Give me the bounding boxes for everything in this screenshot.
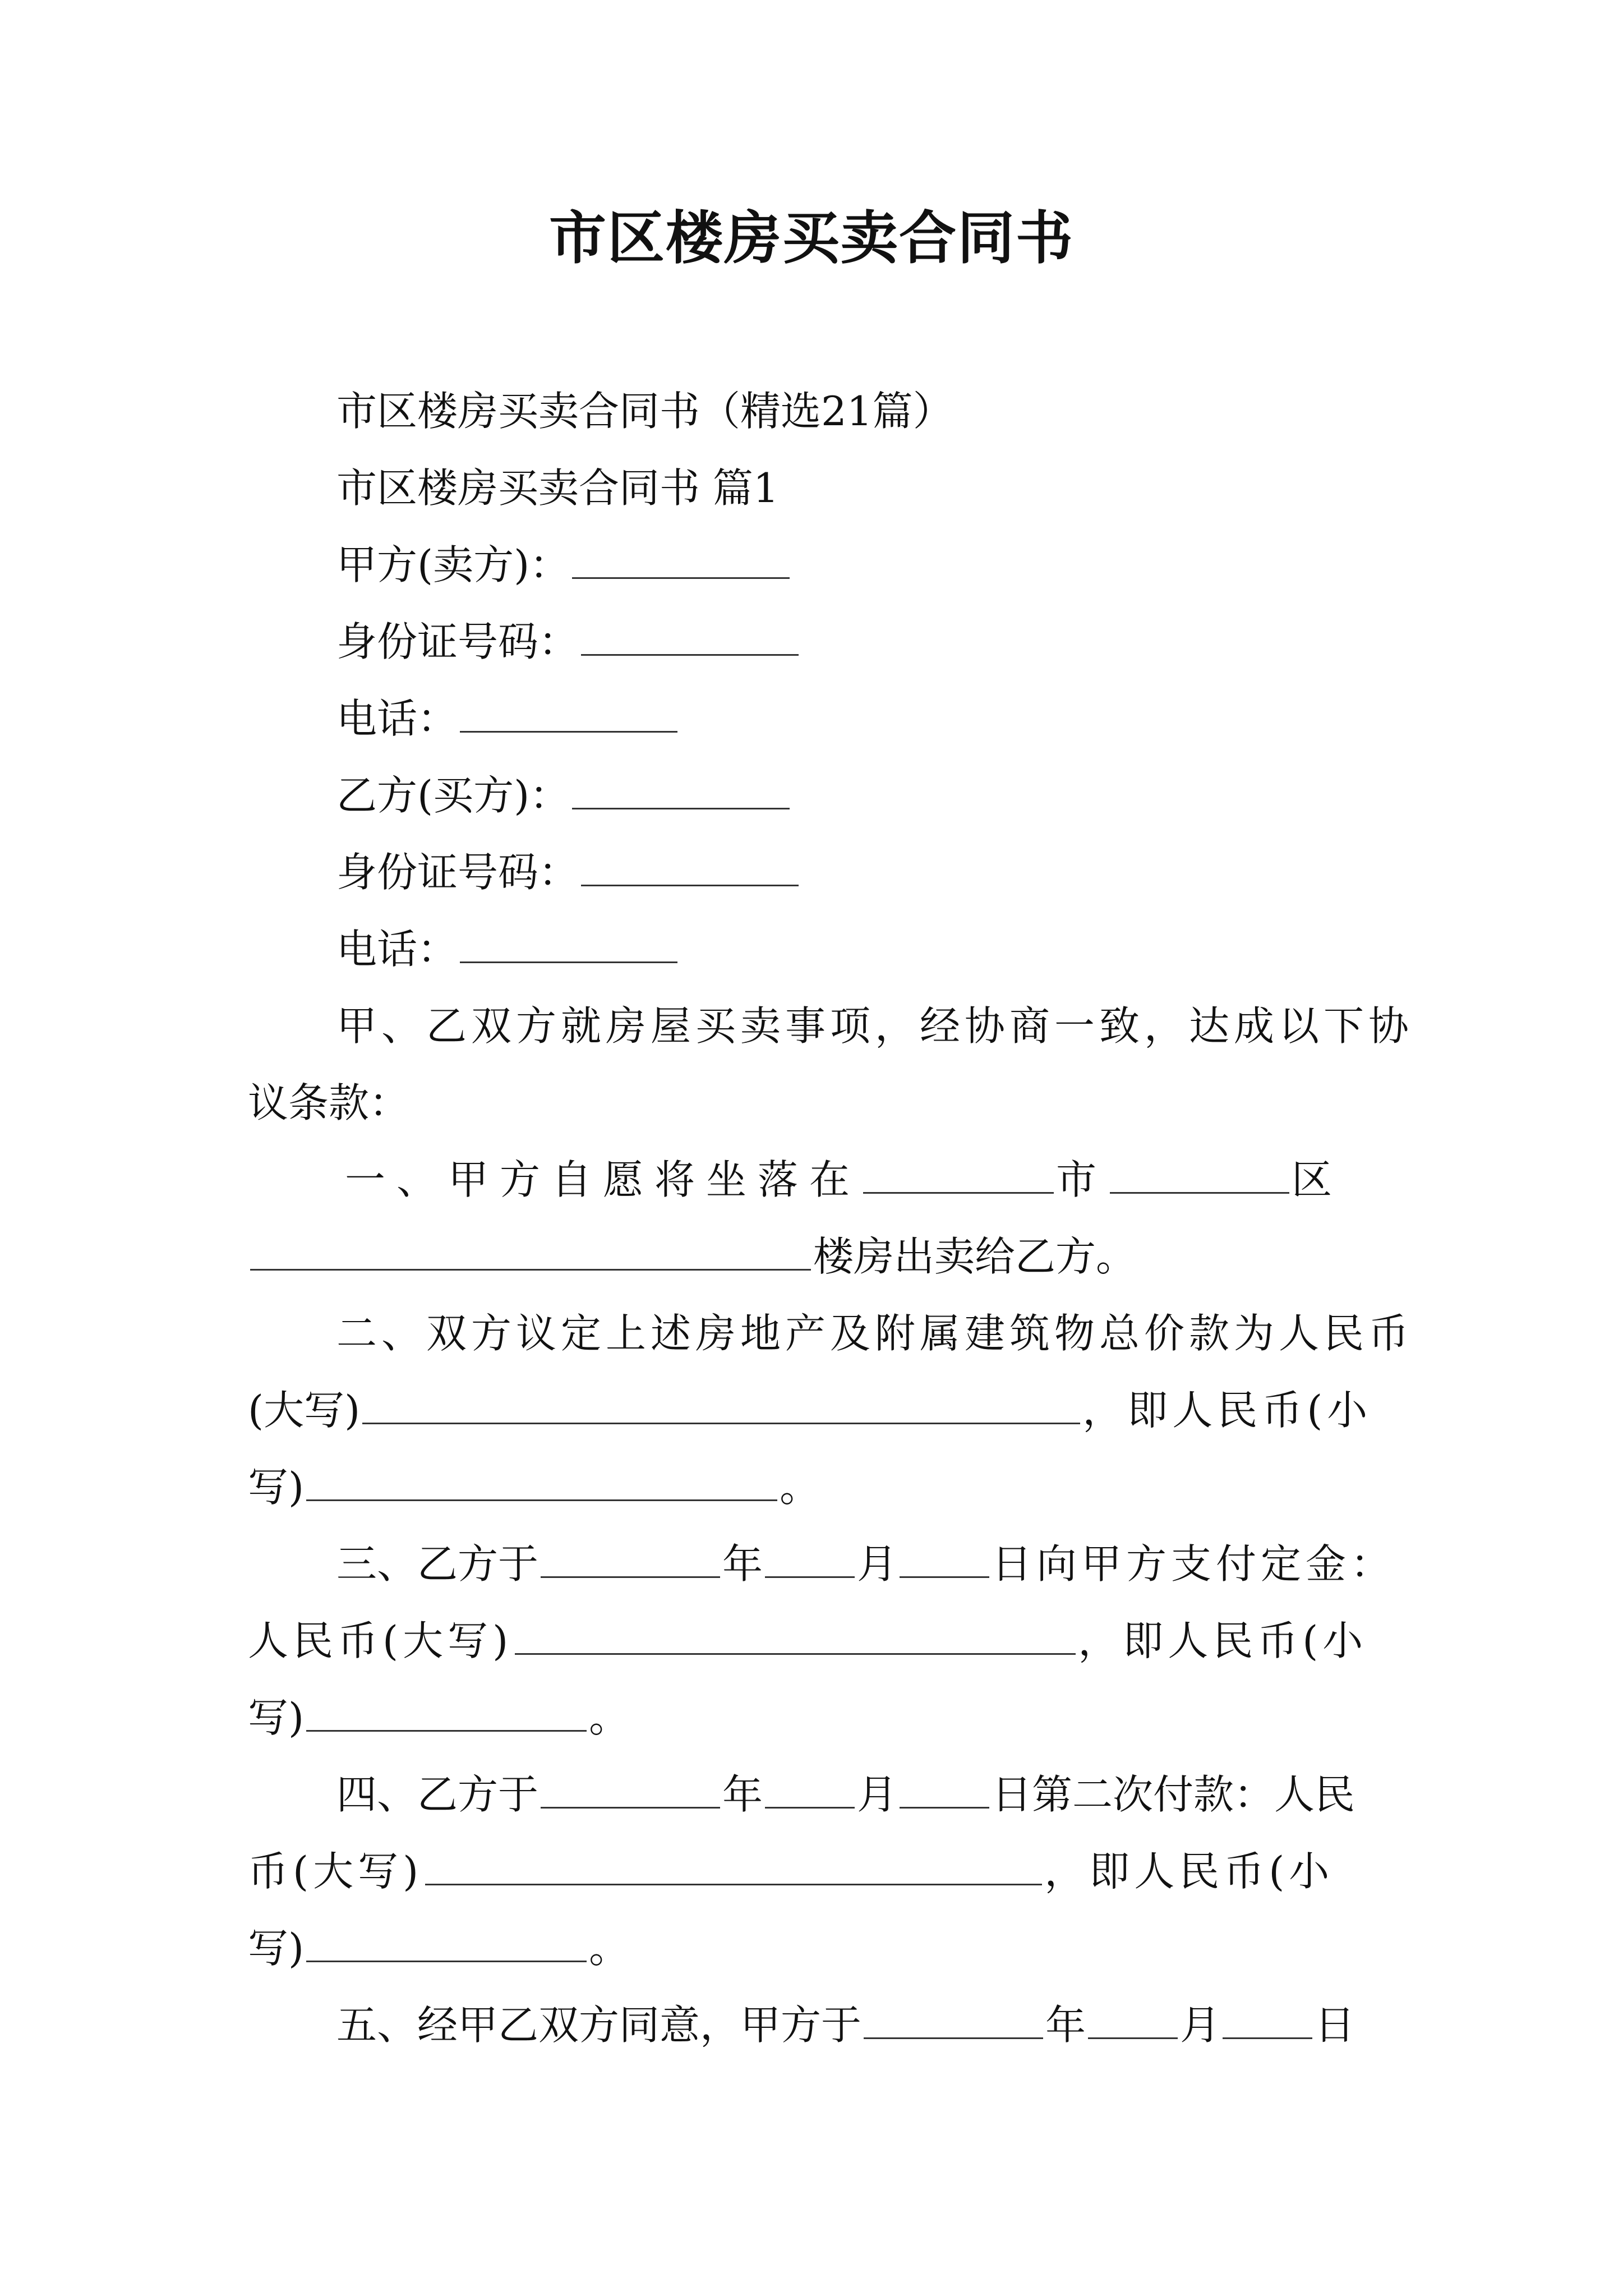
clause-2-text-c: 写)	[248, 1464, 305, 1511]
party-b-label: 乙方(买方)：	[336, 772, 570, 819]
party-b-name-blank[interactable]	[572, 767, 790, 809]
clause-4-day-blank[interactable]	[900, 1766, 989, 1809]
clause-4-lowercase-amount-blank[interactable]	[306, 1920, 587, 1962]
clause-3-text-h: 。	[589, 1694, 630, 1741]
clause-4-year-blank[interactable]	[541, 1766, 720, 1809]
document-subtitle: 市区楼房买卖合同书（精选21篇）	[336, 388, 953, 435]
clause-3-text-d: 日向甲方支付定金：	[992, 1540, 1396, 1588]
clause-5-text-c: 月	[1180, 2001, 1221, 2049]
party-b-id-row	[336, 844, 801, 900]
clause-5-month-blank[interactable]	[1088, 1997, 1178, 2039]
clause-3-text-a: 三、乙方于	[336, 1540, 539, 1588]
clause-1-line-1	[345, 1152, 1332, 1208]
clause-4-text-f: ，即人民币(小	[1044, 1848, 1334, 1895]
clause-1-text-b: 市	[1056, 1156, 1097, 1203]
clause-5-text-d: 日	[1315, 2001, 1355, 2049]
clause-3-text-g: 写)	[248, 1694, 305, 1741]
clause-2-text-d: 。	[780, 1464, 820, 1511]
clause-1-text-d: 楼房出卖给乙方。	[813, 1233, 1137, 1280]
clause-3-year-blank[interactable]	[541, 1536, 720, 1578]
clause-3-text-b: 年	[722, 1540, 763, 1588]
intro-line-2: 议条款：	[248, 1079, 410, 1126]
clause-4-text-a: 四、乙方于	[336, 1771, 539, 1818]
clause-3-uppercase-amount-blank[interactable]	[515, 1613, 1076, 1655]
clause-4-line-3	[248, 1920, 629, 1976]
party-b-id-label: 身份证号码：	[336, 849, 579, 896]
clause-1-district-blank[interactable]	[1110, 1152, 1289, 1194]
section-heading: 市区楼房买卖合同书 篇1	[336, 464, 779, 512]
clause-4-line-2	[248, 1843, 1334, 1899]
clause-4-text-h: 。	[589, 1925, 630, 1972]
party-a-phone-row	[336, 691, 680, 747]
party-a-id-row	[336, 614, 801, 670]
clause-1-text-c: 区	[1292, 1156, 1332, 1203]
clause-2-line-3	[248, 1459, 820, 1515]
party-a-phone-blank[interactable]	[460, 691, 677, 733]
clause-2-text-a: (大写)	[248, 1387, 361, 1434]
document-title: 市区楼房买卖合同书	[549, 205, 1074, 272]
clause-4-text-b: 年	[722, 1771, 763, 1818]
clause-5-line-1	[336, 1997, 1355, 2053]
clause-1-line-2	[248, 1228, 1136, 1285]
clause-1-address-blank[interactable]	[250, 1228, 811, 1271]
clause-5-text-b: 年	[1045, 2001, 1086, 2049]
party-a-row	[336, 537, 792, 593]
clause-2-line-2	[248, 1382, 1372, 1438]
party-a-label: 甲方(卖方)：	[336, 541, 570, 588]
intro-line-1: 甲、乙双方就房屋买卖事项，经协商一致，达成以下协	[336, 1002, 1414, 1050]
clause-3-line-1	[336, 1536, 1395, 1592]
clause-3-day-blank[interactable]	[900, 1536, 989, 1578]
clause-5-year-blank[interactable]	[864, 1997, 1043, 2039]
clause-4-text-g: 写)	[248, 1925, 305, 1972]
clause-3-text-f: ，即人民币(小	[1078, 1617, 1368, 1664]
party-a-id-blank[interactable]	[581, 614, 799, 656]
clause-3-month-blank[interactable]	[765, 1536, 855, 1578]
clause-3-lowercase-amount-blank[interactable]	[306, 1690, 587, 1732]
clause-1-city-blank[interactable]	[863, 1152, 1054, 1194]
clause-4-uppercase-amount-blank[interactable]	[425, 1843, 1042, 1885]
clause-4-line-1	[336, 1766, 1355, 1823]
party-b-id-blank[interactable]	[581, 844, 799, 886]
party-b-phone-blank[interactable]	[460, 921, 677, 963]
clause-4-month-blank[interactable]	[765, 1766, 855, 1809]
clause-2-text-b: ，即人民币(小	[1082, 1387, 1372, 1434]
clause-5-day-blank[interactable]	[1223, 1997, 1312, 2039]
clause-3-line-3	[248, 1690, 629, 1746]
party-a-name-blank[interactable]	[572, 537, 790, 579]
party-b-phone-row	[336, 921, 680, 977]
clause-5-text-a: 五、经甲乙双方同意，甲方于	[336, 2001, 862, 2049]
clause-1-text-a: 一、甲方自愿将坐落在	[345, 1156, 861, 1203]
party-a-id-label: 身份证号码：	[336, 618, 579, 665]
clause-2-uppercase-amount-blank[interactable]	[362, 1382, 1080, 1424]
party-b-row	[336, 767, 792, 823]
clause-4-text-c: 月	[857, 1771, 898, 1818]
clause-4-text-e: 币(大写)	[248, 1848, 423, 1895]
clause-3-text-e: 人民币(大写)	[248, 1617, 513, 1664]
clause-3-line-2	[248, 1613, 1367, 1669]
clause-2-lowercase-amount-blank[interactable]	[306, 1459, 777, 1501]
clause-2-line-1: 二、双方议定上述房地产及附属建筑物总价款为人民币	[336, 1310, 1414, 1357]
party-b-phone-label: 电话：	[336, 926, 458, 973]
clause-4-text-d: 日第二次付款：人民	[992, 1771, 1355, 1818]
clause-3-text-c: 月	[857, 1540, 898, 1588]
party-a-phone-label: 电话：	[336, 695, 458, 742]
